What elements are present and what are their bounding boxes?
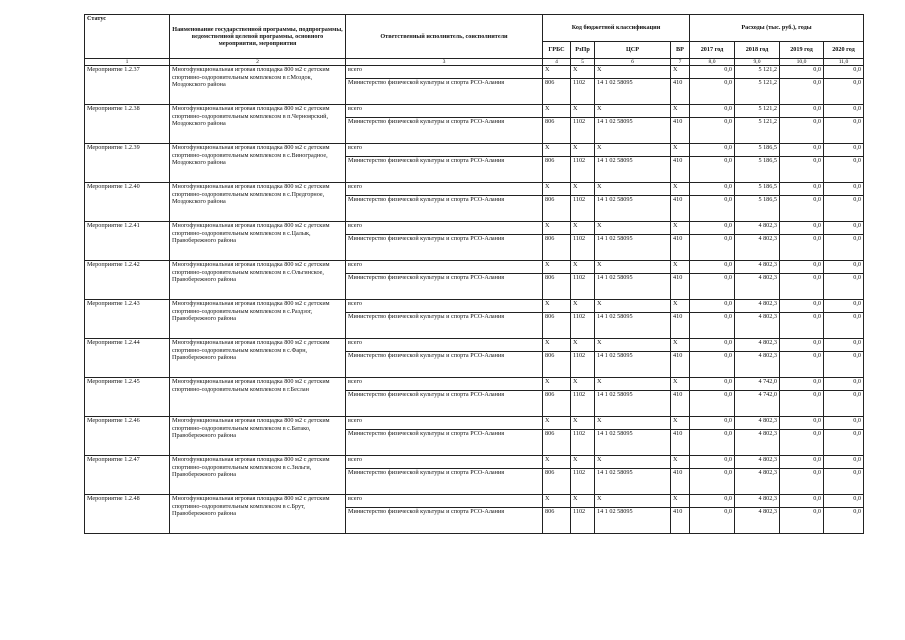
expense-2020-cell: 0,0 — [824, 196, 864, 222]
vr-cell: 410 — [671, 391, 690, 417]
rzpr-cell: 1102 — [571, 79, 595, 105]
status-cell: Мероприятие 1.2.39 — [85, 144, 170, 183]
csr-cell: X — [595, 183, 671, 196]
csr-cell: 14 1 02 58095 — [595, 469, 671, 495]
grbs-cell: 806 — [543, 430, 571, 456]
event-name-cell: Многофункциональная игровая площадка 800 м2 с детским спортивно-оздоровительным комплексом в с.Батако, Правобережного района — [170, 417, 346, 456]
grbs-cell: 806 — [543, 391, 571, 417]
header-name: Наименование государственной программы, подпрограммы, ведомственной целевой программы, основного мероприятия, мероприятия — [170, 15, 346, 59]
column-number: 2 — [170, 59, 346, 66]
csr-cell: 14 1 02 58095 — [595, 391, 671, 417]
expense-2018-cell: 4 802,3 — [735, 222, 780, 235]
csr-cell: 14 1 02 58095 — [595, 352, 671, 378]
executor-cell: Министерство физической культуры и спорта РСО-Алания — [346, 157, 543, 183]
total-label-cell: всего — [346, 183, 543, 196]
expense-2017-cell: 0,0 — [690, 495, 735, 508]
expense-2018-cell: 4 802,3 — [735, 456, 780, 469]
total-label-cell: всего — [346, 495, 543, 508]
rzpr-cell: 1102 — [571, 235, 595, 261]
expense-2020-cell: 0,0 — [824, 118, 864, 144]
grbs-cell: 806 — [543, 235, 571, 261]
header-grbs: ГРБС — [543, 42, 571, 59]
grbs-cell: X — [543, 105, 571, 118]
expense-2017-cell: 0,0 — [690, 417, 735, 430]
expense-2018-cell: 5 186,5 — [735, 183, 780, 196]
rzpr-cell: X — [571, 456, 595, 469]
event-name-cell: Многофункциональная игровая площадка 800 м2 с детским спортивно-оздоровительным комплексом в с.Предгорное, Моздокского района — [170, 183, 346, 222]
vr-cell: X — [671, 261, 690, 274]
column-number: 6 — [595, 59, 671, 66]
column-number: 11,0 — [824, 59, 864, 66]
rzpr-cell: X — [571, 261, 595, 274]
grbs-cell: 806 — [543, 157, 571, 183]
grbs-cell: 806 — [543, 352, 571, 378]
rzpr-cell: X — [571, 300, 595, 313]
expense-2019-cell: 0,0 — [780, 508, 824, 534]
vr-cell: 410 — [671, 196, 690, 222]
grbs-cell: X — [543, 183, 571, 196]
expense-2020-cell: 0,0 — [824, 495, 864, 508]
expense-2017-cell: 0,0 — [690, 118, 735, 144]
event-name-cell: Многофункциональная игровая площадка 800 м2 с детским спортивно-оздоровительным комплексом в п.Черноярский, Моздокского района — [170, 105, 346, 144]
expense-2020-cell: 0,0 — [824, 235, 864, 261]
executor-cell: Министерство физической культуры и спорта РСО-Алания — [346, 313, 543, 339]
grbs-cell: X — [543, 378, 571, 391]
rzpr-cell: X — [571, 144, 595, 157]
expense-2018-cell: 5 121,2 — [735, 66, 780, 79]
status-cell: Мероприятие 1.2.42 — [85, 261, 170, 300]
csr-cell: X — [595, 300, 671, 313]
rzpr-cell: 1102 — [571, 157, 595, 183]
table-row-total — [85, 66, 864, 79]
expense-2020-cell: 0,0 — [824, 79, 864, 105]
csr-cell: X — [595, 456, 671, 469]
event-name-cell: Многофункциональная игровая площадка 800 м2 с детским спортивно-оздоровительным комплексом в с.Цалык, Правобережного района — [170, 222, 346, 261]
expense-2017-cell: 0,0 — [690, 378, 735, 391]
grbs-cell: X — [543, 66, 571, 79]
status-cell: Мероприятие 1.2.38 — [85, 105, 170, 144]
expense-2020-cell: 0,0 — [824, 261, 864, 274]
expense-2018-cell: 4 802,3 — [735, 235, 780, 261]
expense-2020-cell: 0,0 — [824, 144, 864, 157]
executor-cell: Министерство физической культуры и спорта РСО-Алания — [346, 391, 543, 417]
budget-table — [84, 14, 864, 534]
expense-2018-cell: 5 186,5 — [735, 157, 780, 183]
rzpr-cell: 1102 — [571, 313, 595, 339]
rzpr-cell: X — [571, 66, 595, 79]
expense-2017-cell: 0,0 — [690, 157, 735, 183]
column-number: 10,0 — [780, 59, 824, 66]
expense-2019-cell: 0,0 — [780, 118, 824, 144]
expense-2020-cell: 0,0 — [824, 105, 864, 118]
csr-cell: 14 1 02 58095 — [595, 157, 671, 183]
vr-cell: X — [671, 495, 690, 508]
executor-cell: Министерство физической культуры и спорта РСО-Алания — [346, 508, 543, 534]
rzpr-cell: 1102 — [571, 274, 595, 300]
rzpr-cell: X — [571, 339, 595, 352]
expense-2018-cell: 5 186,5 — [735, 196, 780, 222]
vr-cell: X — [671, 183, 690, 196]
expense-2019-cell: 0,0 — [780, 391, 824, 417]
grbs-cell: 806 — [543, 79, 571, 105]
grbs-cell: 806 — [543, 274, 571, 300]
expense-2019-cell: 0,0 — [780, 79, 824, 105]
vr-cell: X — [671, 417, 690, 430]
vr-cell: 410 — [671, 274, 690, 300]
table-row-total — [85, 417, 864, 430]
expense-2017-cell: 0,0 — [690, 183, 735, 196]
event-name-cell: Многофункциональная игровая площадка 800 м2 с детским спортивно-оздоровительным комплексом в с.Зильги, Правобережного района — [170, 456, 346, 495]
expense-2018-cell: 4 802,3 — [735, 339, 780, 352]
header-expenses: Расходы (тыс. руб.), годы — [690, 15, 864, 42]
expense-2019-cell: 0,0 — [780, 300, 824, 313]
header-2019: 2019 год — [780, 42, 824, 59]
csr-cell: X — [595, 222, 671, 235]
table-row-total — [85, 300, 864, 313]
expense-2020-cell: 0,0 — [824, 183, 864, 196]
header-2020: 2020 год — [824, 42, 864, 59]
expense-2017-cell: 0,0 — [690, 469, 735, 495]
event-name-cell: Многофункциональная игровая площадка 800 м2 с детским спортивно-оздоровительным комплексом в с.Брут, Правобережного района — [170, 495, 346, 534]
rzpr-cell: X — [571, 222, 595, 235]
executor-cell: Министерство физической культуры и спорта РСО-Алания — [346, 118, 543, 144]
rzpr-cell: X — [571, 417, 595, 430]
expense-2018-cell: 4 802,3 — [735, 430, 780, 456]
expense-2019-cell: 0,0 — [780, 417, 824, 430]
total-label-cell: всего — [346, 66, 543, 79]
table-row-total — [85, 378, 864, 391]
rzpr-cell: 1102 — [571, 352, 595, 378]
csr-cell: X — [595, 105, 671, 118]
expense-2017-cell: 0,0 — [690, 196, 735, 222]
rzpr-cell: 1102 — [571, 391, 595, 417]
expense-2017-cell: 0,0 — [690, 274, 735, 300]
csr-cell: 14 1 02 58095 — [595, 196, 671, 222]
total-label-cell: всего — [346, 339, 543, 352]
expense-2020-cell: 0,0 — [824, 469, 864, 495]
status-cell: Мероприятие 1.2.40 — [85, 183, 170, 222]
header-vr: ВР — [671, 42, 690, 59]
rzpr-cell: X — [571, 495, 595, 508]
grbs-cell: 806 — [543, 508, 571, 534]
rzpr-cell: 1102 — [571, 469, 595, 495]
expense-2019-cell: 0,0 — [780, 196, 824, 222]
header-csr: ЦСР — [595, 42, 671, 59]
grbs-cell: X — [543, 222, 571, 235]
header-2017: 2017 год — [690, 42, 735, 59]
expense-2017-cell: 0,0 — [690, 105, 735, 118]
column-number: 7 — [671, 59, 690, 66]
expense-2017-cell: 0,0 — [690, 222, 735, 235]
executor-cell: Министерство физической культуры и спорта РСО-Алания — [346, 352, 543, 378]
expense-2019-cell: 0,0 — [780, 339, 824, 352]
expense-2020-cell: 0,0 — [824, 508, 864, 534]
expense-2018-cell: 4 802,3 — [735, 469, 780, 495]
expense-2017-cell: 0,0 — [690, 339, 735, 352]
status-cell: Мероприятие 1.2.37 — [85, 66, 170, 105]
vr-cell: 410 — [671, 508, 690, 534]
rzpr-cell: 1102 — [571, 430, 595, 456]
grbs-cell: X — [543, 339, 571, 352]
expense-2018-cell: 4 742,0 — [735, 391, 780, 417]
csr-cell: 14 1 02 58095 — [595, 313, 671, 339]
vr-cell: 410 — [671, 79, 690, 105]
table-row-total — [85, 183, 864, 196]
event-name-cell: Многофункциональная игровая площадка 800 м2 с детским спортивно-оздоровительным комплексом в г.Моздок, Моздокского района — [170, 66, 346, 105]
expense-2020-cell: 0,0 — [824, 352, 864, 378]
vr-cell: 410 — [671, 352, 690, 378]
expense-2019-cell: 0,0 — [780, 157, 824, 183]
event-name-cell: Многофункциональная игровая площадка 800 м2 с детским спортивно-оздоровительным комплексом в с.Ольгинское, Правобережного района — [170, 261, 346, 300]
expense-2017-cell: 0,0 — [690, 313, 735, 339]
expense-2018-cell: 4 802,3 — [735, 508, 780, 534]
expense-2017-cell: 0,0 — [690, 235, 735, 261]
expense-2018-cell: 4 802,3 — [735, 300, 780, 313]
executor-cell: Министерство физической культуры и спорта РСО-Алания — [346, 274, 543, 300]
rzpr-cell: X — [571, 105, 595, 118]
column-number: 3 — [346, 59, 543, 66]
vr-cell: X — [671, 144, 690, 157]
expense-2019-cell: 0,0 — [780, 222, 824, 235]
expense-2020-cell: 0,0 — [824, 300, 864, 313]
vr-cell: X — [671, 105, 690, 118]
csr-cell: X — [595, 261, 671, 274]
total-label-cell: всего — [346, 300, 543, 313]
expense-2018-cell: 5 186,5 — [735, 144, 780, 157]
expense-2018-cell: 4 802,3 — [735, 417, 780, 430]
expense-2017-cell: 0,0 — [690, 430, 735, 456]
grbs-cell: 806 — [543, 313, 571, 339]
vr-cell: X — [671, 66, 690, 79]
grbs-cell: X — [543, 144, 571, 157]
csr-cell: 14 1 02 58095 — [595, 430, 671, 456]
expense-2018-cell: 4 802,3 — [735, 352, 780, 378]
status-cell: Мероприятие 1.2.46 — [85, 417, 170, 456]
expense-2017-cell: 0,0 — [690, 300, 735, 313]
expense-2019-cell: 0,0 — [780, 261, 824, 274]
expense-2018-cell: 4 742,0 — [735, 378, 780, 391]
status-cell: Мероприятие 1.2.44 — [85, 339, 170, 378]
expense-2019-cell: 0,0 — [780, 105, 824, 118]
expense-2017-cell: 0,0 — [690, 261, 735, 274]
event-name-cell: Многофункциональная игровая площадка 800 м2 с детским спортивно-оздоровительным комплексом в г.Беслан — [170, 378, 346, 417]
expense-2017-cell: 0,0 — [690, 352, 735, 378]
expense-2020-cell: 0,0 — [824, 222, 864, 235]
expense-2018-cell: 4 802,3 — [735, 261, 780, 274]
total-label-cell: всего — [346, 105, 543, 118]
executor-cell: Министерство физической культуры и спорта РСО-Алания — [346, 469, 543, 495]
table-row-total — [85, 339, 864, 352]
header-rzpr: РзПр — [571, 42, 595, 59]
total-label-cell: всего — [346, 261, 543, 274]
executor-cell: Министерство физической культуры и спорта РСО-Алания — [346, 79, 543, 105]
expense-2020-cell: 0,0 — [824, 456, 864, 469]
expense-2019-cell: 0,0 — [780, 495, 824, 508]
header-status: Статус — [85, 15, 170, 59]
event-name-cell: Многофункциональная игровая площадка 800 м2 с детским спортивно-оздоровительным комплексом в с.Фарн, Правобережного района — [170, 339, 346, 378]
column-number: 8,0 — [690, 59, 735, 66]
vr-cell: 410 — [671, 313, 690, 339]
expense-2020-cell: 0,0 — [824, 417, 864, 430]
expense-2020-cell: 0,0 — [824, 66, 864, 79]
csr-cell: 14 1 02 58095 — [595, 118, 671, 144]
column-numbers-row — [85, 59, 864, 66]
total-label-cell: всего — [346, 417, 543, 430]
expense-2019-cell: 0,0 — [780, 66, 824, 79]
expense-2017-cell: 0,0 — [690, 66, 735, 79]
expense-2020-cell: 0,0 — [824, 378, 864, 391]
grbs-cell: 806 — [543, 118, 571, 144]
event-name-cell: Многофункциональная игровая площадка 800 м2 с детским спортивно-оздоровительным комплексом в с.Раздзог, Правобережного района — [170, 300, 346, 339]
column-number: 1 — [85, 59, 170, 66]
event-name-cell: Многофункциональная игровая площадка 800 м2 с детским спортивно-оздоровительным комплексом в с.Виноградное, Моздокского района — [170, 144, 346, 183]
grbs-cell: X — [543, 456, 571, 469]
grbs-cell: X — [543, 417, 571, 430]
column-number: 5 — [571, 59, 595, 66]
csr-cell: X — [595, 495, 671, 508]
rzpr-cell: X — [571, 378, 595, 391]
csr-cell: 14 1 02 58095 — [595, 79, 671, 105]
header-budget-code: Код бюджетной классификации — [543, 15, 690, 42]
expense-2018-cell: 4 802,3 — [735, 313, 780, 339]
vr-cell: X — [671, 222, 690, 235]
expense-2020-cell: 0,0 — [824, 430, 864, 456]
expense-2017-cell: 0,0 — [690, 391, 735, 417]
vr-cell: 410 — [671, 469, 690, 495]
expense-2017-cell: 0,0 — [690, 456, 735, 469]
status-cell: Мероприятие 1.2.41 — [85, 222, 170, 261]
csr-cell: X — [595, 339, 671, 352]
vr-cell: X — [671, 300, 690, 313]
table-row-total — [85, 261, 864, 274]
column-number: 4 — [543, 59, 571, 66]
table-row-total — [85, 105, 864, 118]
grbs-cell: 806 — [543, 196, 571, 222]
expense-2020-cell: 0,0 — [824, 157, 864, 183]
expense-2019-cell: 0,0 — [780, 469, 824, 495]
expense-2019-cell: 0,0 — [780, 378, 824, 391]
expense-2020-cell: 0,0 — [824, 339, 864, 352]
expense-2019-cell: 0,0 — [780, 183, 824, 196]
header-executor: Ответственный исполнитель, соисполнители — [346, 15, 543, 59]
table-row-total — [85, 495, 864, 508]
expense-2020-cell: 0,0 — [824, 391, 864, 417]
vr-cell: 410 — [671, 430, 690, 456]
expense-2019-cell: 0,0 — [780, 313, 824, 339]
table-row-total — [85, 222, 864, 235]
rzpr-cell: X — [571, 183, 595, 196]
expense-2017-cell: 0,0 — [690, 144, 735, 157]
vr-cell: X — [671, 339, 690, 352]
expense-2019-cell: 0,0 — [780, 274, 824, 300]
total-label-cell: всего — [346, 456, 543, 469]
executor-cell: Министерство физической культуры и спорта РСО-Алания — [346, 196, 543, 222]
status-cell: Мероприятие 1.2.47 — [85, 456, 170, 495]
expense-2018-cell: 4 802,3 — [735, 495, 780, 508]
grbs-cell: 806 — [543, 469, 571, 495]
expense-2017-cell: 0,0 — [690, 508, 735, 534]
header-2018: 2018 год — [735, 42, 780, 59]
total-label-cell: всего — [346, 144, 543, 157]
vr-cell: 410 — [671, 157, 690, 183]
grbs-cell: X — [543, 495, 571, 508]
status-cell: Мероприятие 1.2.48 — [85, 495, 170, 534]
rzpr-cell: 1102 — [571, 508, 595, 534]
table-row-total — [85, 456, 864, 469]
csr-cell: 14 1 02 58095 — [595, 508, 671, 534]
csr-cell: X — [595, 66, 671, 79]
expense-2019-cell: 0,0 — [780, 352, 824, 378]
expense-2020-cell: 0,0 — [824, 313, 864, 339]
expense-2018-cell: 5 121,2 — [735, 79, 780, 105]
vr-cell: 410 — [671, 235, 690, 261]
expense-2018-cell: 5 121,2 — [735, 105, 780, 118]
csr-cell: X — [595, 378, 671, 391]
grbs-cell: X — [543, 261, 571, 274]
vr-cell: X — [671, 378, 690, 391]
rzpr-cell: 1102 — [571, 196, 595, 222]
executor-cell: Министерство физической культуры и спорта РСО-Алания — [346, 235, 543, 261]
table-body — [85, 66, 864, 534]
vr-cell: 410 — [671, 118, 690, 144]
total-label-cell: всего — [346, 378, 543, 391]
expense-2019-cell: 0,0 — [780, 456, 824, 469]
expense-2018-cell: 4 802,3 — [735, 274, 780, 300]
total-label-cell: всего — [346, 222, 543, 235]
csr-cell: 14 1 02 58095 — [595, 235, 671, 261]
expense-2020-cell: 0,0 — [824, 274, 864, 300]
vr-cell: X — [671, 456, 690, 469]
grbs-cell: X — [543, 300, 571, 313]
status-cell: Мероприятие 1.2.45 — [85, 378, 170, 417]
expense-2019-cell: 0,0 — [780, 430, 824, 456]
expense-2017-cell: 0,0 — [690, 79, 735, 105]
status-cell: Мероприятие 1.2.43 — [85, 300, 170, 339]
csr-cell: 14 1 02 58095 — [595, 274, 671, 300]
column-number: 9,0 — [735, 59, 780, 66]
executor-cell: Министерство физической культуры и спорта РСО-Алания — [346, 430, 543, 456]
expense-2018-cell: 5 121,2 — [735, 118, 780, 144]
csr-cell: X — [595, 417, 671, 430]
table-row-total — [85, 144, 864, 157]
expense-2019-cell: 0,0 — [780, 144, 824, 157]
rzpr-cell: 1102 — [571, 118, 595, 144]
csr-cell: X — [595, 144, 671, 157]
expense-2019-cell: 0,0 — [780, 235, 824, 261]
